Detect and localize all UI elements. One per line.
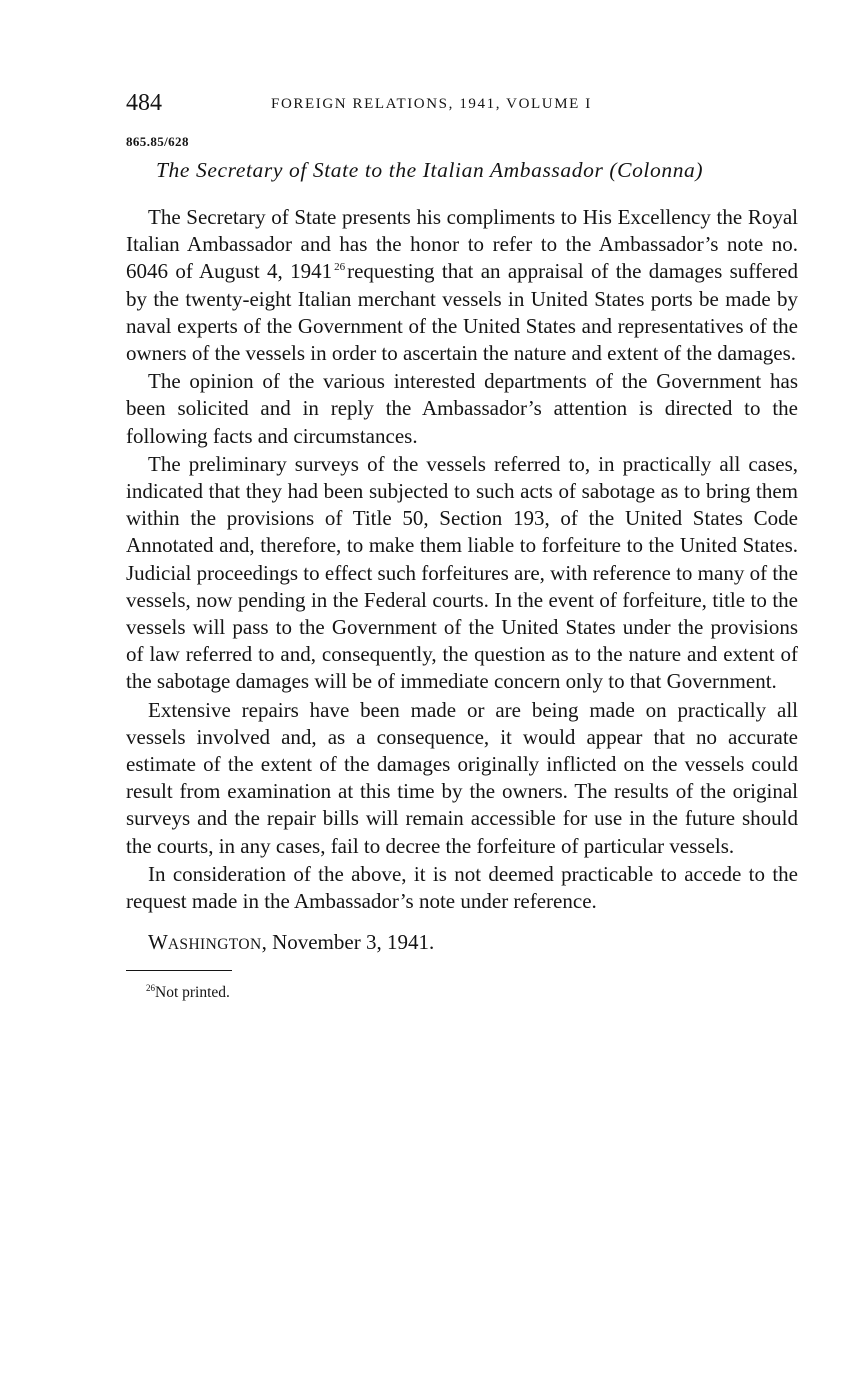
paragraph-3: The preliminary surveys of the vessels referred to, in practically all cases, indicated that they had been subjected to such acts of sabotage as to bring them within the provisions of Title 50, Section 193, of the United States Code Annotated and, therefore, to make them liable to forfeiture to the United States. Judicial proceedings to effect such forfeitures are, with reference to many of the vessels, now pending in the Federal courts. In the event of forfeiture, title to the vessels will pass to the Government of the United States under the provisions of law referred to and, consequently, the question as to the nature and extent of the sabotage damages will be of immediate concern only to that Government.	[126, 451, 798, 694]
paragraph-4: Extensive repairs have been made or are being made on practically all vessels involved and, as a consequence, it would appear that no accurate estimate of the extent of the damages originally inflicted on the vessels could result from examination at this time by the owners. The results of the original surveys and the repair bills will remain accessible for use in the future should the courts, in any cases, fail to decree the forfeiture of particular vessels.	[126, 697, 798, 858]
footnote-text: Not printed.	[155, 984, 230, 1002]
signature-date: , November 3, 1941.	[261, 930, 435, 955]
file-number: 865.85/628	[126, 134, 189, 149]
paragraph-1-text-start: The Secretary of State presents his compliments to His Excellency the Royal Italian Ambassador and has the honor to refer to the Ambassador’s note no. 6046 of August 4, 1941	[126, 205, 798, 284]
page-number: 484	[126, 90, 162, 116]
paragraph-2: The opinion of the various interested departments of the Government has been solicited and in reply the Ambassador’s attention is directed to the following facts and circumstances.	[126, 369, 798, 448]
paragraph-5: In consideration of the above, it is not deemed practicable to accede to the request made in the Ambassador’s note under reference.	[126, 861, 798, 914]
document-page	[126, 88, 798, 1003]
signature-line	[126, 929, 798, 958]
running-title: FOREIGN RELATIONS, 1941, VOLUME I	[271, 96, 592, 112]
signature-place-rest: ASHINGTON	[167, 936, 262, 954]
paragraph-1-text-end: requesting that an appraisal of the damages suffered by the twenty-eight Italian merchant vessels in United States ports be made by naval experts of the Government of the United States and representatives of the owners of the vessels in order to ascertain the nature and extent of the damages.	[126, 259, 798, 366]
document-title: The Secretary of State to the Italian Ambassador (Colonna)	[156, 158, 704, 182]
footnote-26	[126, 983, 798, 1003]
footnote-number: 26	[146, 983, 155, 994]
document-body	[126, 204, 798, 915]
paragraph-1	[126, 204, 798, 367]
signature-place-initial: W	[148, 930, 168, 955]
footnote-divider	[126, 970, 232, 971]
running-header	[126, 88, 798, 120]
footnote-reference: 26	[334, 261, 346, 274]
